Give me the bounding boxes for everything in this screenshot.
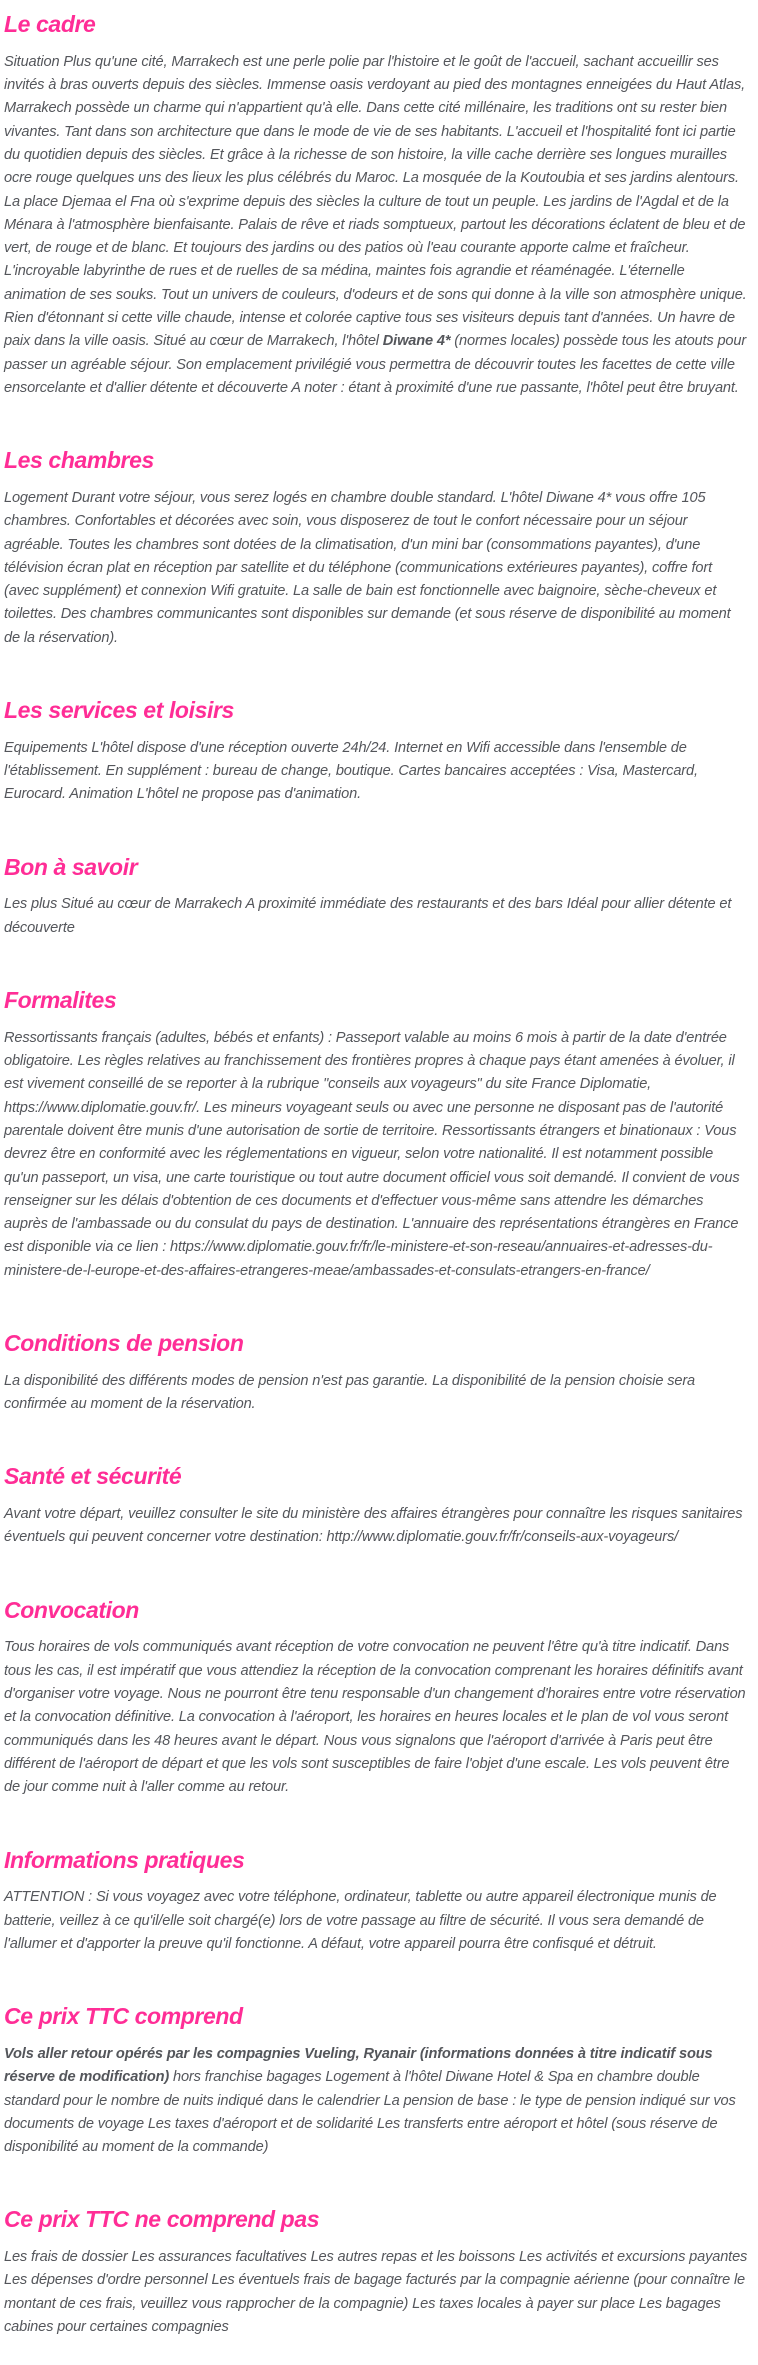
section-title-prix-ttc-comprend: Ce prix TTC comprend (4, 2003, 243, 2030)
section-formalites (4, 986, 748, 1283)
section-title-les-chambres: Les chambres (4, 447, 154, 474)
text-segment: hors franchise bagages Logement à l'hôtel Diwane Hotel & Spa en chambre double standard pour le nombre de nuits indiqué dans le calendrier La pension de base : le type de pension indiqué sur vos documents de voyage Les taxes d'aéroport et de solidarité Les transferts entre aéroport et hôtel (sous réserve de disponibilité au moment de la commande) (4, 2069, 736, 2156)
section-conditions-de-pension (4, 1329, 748, 1416)
section-convocation (4, 1596, 748, 1800)
section-body-conditions-de-pension: La disponibilité des différents modes de pension n'est pas garantie. La disponibilité de la pension choisie sera confirmée au moment de la réservation. (4, 1372, 695, 1413)
section-sante-et-securite (4, 1462, 748, 1549)
section-title-bon-a-savoir: Bon à savoir (4, 853, 138, 880)
section-le-cadre (4, 10, 748, 400)
section-body-formalites: Ressortissants français (adultes, bébés et enfants) : Passeport valable au moins 6 mois à partir de la date d'entrée obligatoire. Les règles relatives au franchissement des frontières propres à chaque pays étant amenées à évoluer, il est vivement conseillé de se reporter à la rubrique "conseils aux voyageurs" du site France Diplomatie, https://www.diplomatie.gouv.fr/. Les mineurs voyageant seuls ou avec une personne ne disposant pas de l'autorité parentale doivent être munis d'une autorisation de sortie de territoire. Ressortissants étrangers et binationaux : Vous devrez être en conformité avec les réglementations en vigueur, selon votre nationalité. Il est notamment possible qu'un passeport, un visa, une carte touristique ou tout autre document officiel vous soit demandé. Il convient de vous renseigner sur les délais d'obtention de ces documents et d'effectuer vous-même sans attendre les démarches auprès de l'ambassade ou du consulat du pays de destination. L'annuaire des représentations étrangères en France est disponible via ce lien : https://www.diplomatie.gouv.fr/fr/le-ministere-et-son-reseau/annuaires-et-adresses-du-ministere-de-l-europe-et-des-affaires-etrangeres-meae/ambassades-et-consulats-etrangers-en-france/ (4, 1029, 740, 1279)
section-prix-ttc-comprend (4, 2002, 748, 2159)
section-body-bon-a-savoir: Les plus Situé au cœur de Marrakech A proximité immédiate des restaurants et des bars Idéal pour allier détente et découverte (4, 896, 732, 936)
section-body-prix-ttc-comprend (4, 2043, 748, 2159)
section-body-sante-et-securite: Avant votre départ, veuillez consulter le site du ministère des affaires étrangères pour connaître les risques sanitaires éventuels qui peuvent concerner votre destination: http://www.diplomatie.gouv.fr/fr/conseils-aux-voyageurs/ (4, 1506, 743, 1546)
section-prix-ttc-ne-comprend-pas (4, 2205, 748, 2339)
section-body-services-et-loisirs: Equipements L'hôtel dispose d'une réception ouverte 24h/24. Internet en Wifi accessible dans l'ensemble de l'établissement. En supplément : bureau de change, boutique. Cartes bancaires acceptées : Visa, Mastercard, Eurocard. Animation L'hôtel ne propose pas d'animation. (4, 739, 698, 803)
section-title-conditions-de-pension: Conditions de pension (4, 1330, 244, 1357)
section-body-informations-pratiques: ATTENTION : Si vous voyagez avec votre téléphone, ordinateur, tablette ou autre appareil électronique munis de batterie, veillez à ce qu'il/elle soit chargé(e) lors de votre passage au filtre de sécurité. Il vous sera demandé de l'allumer et d'apporter la preuve qu'il fonctionne. A défaut, votre appareil pourra être confisqué et détruit. (4, 1889, 717, 1952)
section-les-chambres (4, 446, 748, 650)
section-title-convocation: Convocation (4, 1596, 139, 1623)
text-segment: (normes locales) possède tous les atouts pour passer un agréable séjour. Son emplacement privilégié vous permettra de découvrir toutes les facettes de cette ville ensorcelante et d'allier détente et découverte A noter : étant à proximité d'une rue passante, l'hôtel peut être bruyant. (4, 333, 747, 396)
section-body-le-cadre (4, 51, 748, 400)
section-body-prix-ttc-ne-comprend-pas: Les frais de dossier Les assurances facultatives Les autres repas et les boissons Les activités et excursions payantes Les dépenses d'ordre personnel Les éventuels frais de bagage facturés par la compagnie aérienne (pour connaître le montant de ces frais, veuillez vous rapprocher de la compagnie) Les taxes locales à payer sur place Les bagages cabines pour certaines compagnies (4, 2249, 748, 2336)
section-body-les-chambres: Logement Durant votre séjour, vous serez logés en chambre double standard. L'hôtel Diwane 4* vous offre 105 chambres. Confortables et décorées avec soin, vous disposerez de tout le confort nécessaire pour un séjour agréable. Toutes les chambres sont dotées de la climatisation, d'un mini bar (consommations payantes), d'une télévision écran plat en réception par satellite et du téléphone (communications extérieures payantes), coffre fort (avec supplément) et connexion Wifi gratuite. La salle de bain est fonctionnelle avec baignoire, sèche-cheveux et toilettes. Des chambres communicantes sont disponibles sur demande (et sous réserve de disponibilité au moment de la réservation). (4, 489, 731, 646)
hotel-name-bold: Diwane 4* (382, 333, 451, 350)
section-services-et-loisirs (4, 696, 748, 807)
section-title-informations-pratiques: Informations pratiques (4, 1846, 245, 1873)
section-title-prix-ttc-ne-comprend-pas: Ce prix TTC ne comprend pas (4, 2206, 320, 2233)
section-title-services-et-loisirs: Les services et loisirs (4, 697, 234, 724)
section-title-formalites: Formalites (4, 987, 117, 1014)
flights-info-bold: Vols aller retour opérés par les compagnies Vueling, Ryanair (informations données à titre indicatif sous réserve de modification) (4, 2045, 713, 2086)
section-title-le-cadre: Le cadre (4, 11, 96, 37)
section-body-convocation: Tous horaires de vols communiqués avant réception de votre convocation ne peuvent l'être qu'à titre indicatif. Dans tous les cas, il est impératif que vous attendiez la réception de la convocation comprenant les horaires définitifs avant d'organiser votre voyage. Nous ne pourront être tenu responsable d'un changement d'horaires entre votre réservation et la convocation définitive. La convocation à l'aéroport, les horaires en heures locales et le plan de vol vous seront communiqués dans les 48 heures avant le départ. Nous vous signalons que l'aéroport d'arrivée à Paris peut être différent de l'aéroport de départ et que les vols sont susceptibles de faire l'objet d'une escale. Les vols peuvent être de jour comme nuit à l'aller comme au retour. (4, 1639, 746, 1796)
section-title-sante-et-securite: Santé et sécurité (4, 1463, 182, 1490)
section-bon-a-savoir (4, 853, 748, 940)
text-segment: Situation Plus qu'une cité, Marrakech est une perle polie par l'histoire et le goût de l'accueil, sachant accueillir ses invités à bras ouverts depuis des siècles. Immense oasis verdoyant au pied des montagnes enneigées du Haut Atlas, Marrakech possède un charme qui n'appartient qu'à elle. Dans cette cité millénaire, les traditions ont su rester bien vivantes. Tant dans son architecture que dans le mode de vie de ses habitants. L'accueil et l'hospitalité font ici partie du quotidien depuis des siècles. Et grâce à la richesse de son histoire, la ville cache derrière ses longues murailles ocre rouge quelques uns des lieux les plus célébrés du Maroc. La mosquée de la Koutoubia et ses jardins alentours. La place Djemaa el Fna où s'exprime depuis des siècles la culture de tout un peuple. Les jardins de l'Agdal et de la Ménara à l'atmosphère bienfaisante. Palais de rêve et riads somptueux, partout les décorations éclatent de bleu et de vert, de rouge et de blanc. Et toujours des jardins ou des patios où l'eau courante apporte calme et fraîcheur. L'incroyable labyrinthe de rues et de ruelles de sa médina, maintes fois agrandie et réaménagée. L'éternelle animation de ses souks. Tout un univers de couleurs, d'odeurs et de sons qui donne à la ville son atmosphère unique. Rien d'étonnant si cette ville chaude, intense et colorée captive tous ses visiteurs depuis tant d'années. Un havre de paix dans la ville oasis. Situé au cœur de Marrakech, l'hôtel (4, 53, 747, 350)
section-informations-pratiques (4, 1846, 748, 1957)
